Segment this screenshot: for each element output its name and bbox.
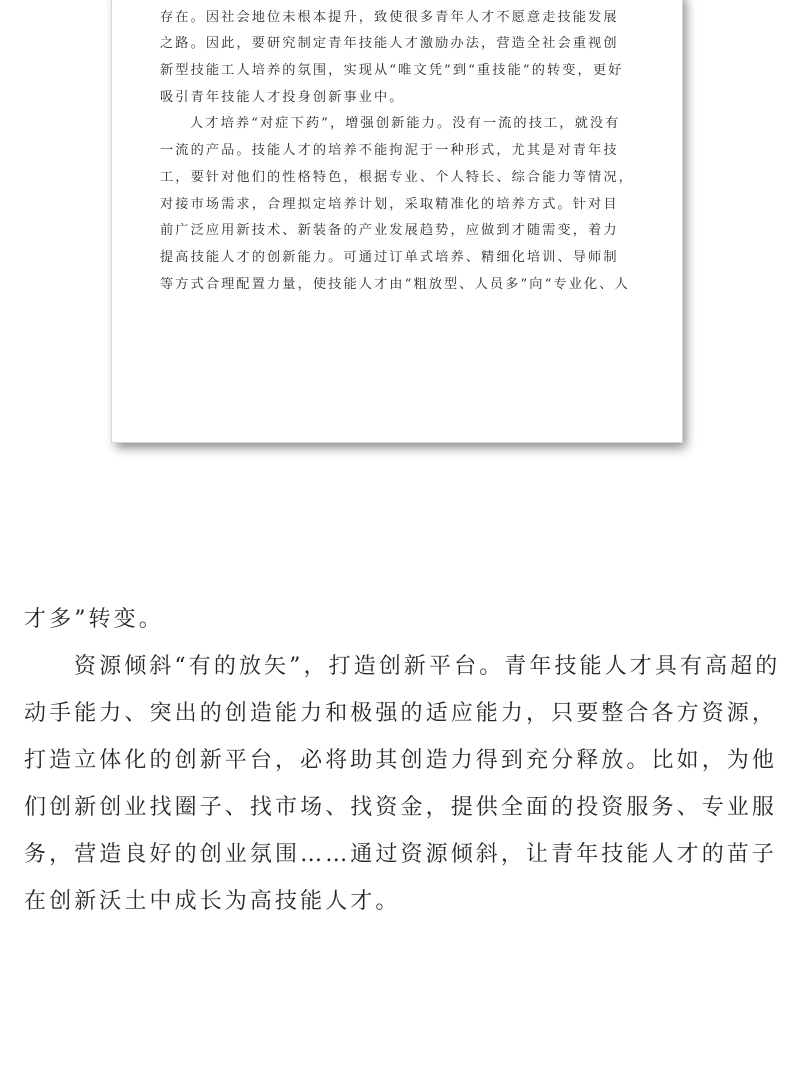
scanned-line: 前广泛应用新技术、新装备的产业发展趋势，应做到才随需变，着力 xyxy=(160,223,619,239)
scanned-page-text xyxy=(160,0,644,298)
body-line: 资源倾斜“有的放矢”，打造创新平台。青年技能人才具有高超的 xyxy=(74,654,781,679)
scanned-line: 工，要针对他们的性格特色，根据专业、个人特长、综合能力等情况， xyxy=(160,169,634,185)
body-line: 动手能力、突出的创造能力和极强的适应能力，只要整合各方资源， xyxy=(24,701,778,726)
scanned-page-image xyxy=(112,0,682,442)
body-line: 才多”转变。 xyxy=(24,607,164,632)
scanned-line xyxy=(160,0,644,5)
scanned-line: 吸引青年技能人才投身创新事业中。 xyxy=(160,89,405,105)
scanned-line: 之路。因此，要研究制定青年技能人才激励办法，营造全社会重视创 xyxy=(160,36,619,52)
body-line: 在创新沃土中成长为高技能人才。 xyxy=(24,889,401,914)
scanned-line: 新型技能工人培养的氛围，实现从“唯文凭”到“重技能”的转变，更好 xyxy=(160,63,624,79)
scanned-line: 等方式合理配置力量，使技能人才由“粗放型、人员多”向“专业化、人 xyxy=(160,276,630,292)
scanned-line: 对接市场需求，合理拟定培养计划，采取精准化的培养方式。针对目 xyxy=(160,196,619,212)
scanned-line: 存在。因社会地位未根本提升，致使很多青年人才不愿意走技能发展 xyxy=(160,9,619,25)
scanned-line: 提高技能人才的创新能力。可通过订单式培养、精细化培训、导师制 xyxy=(160,249,619,265)
scanned-line: 人才培养“对症下药”，增强创新能力。没有一流的技工，就没有 xyxy=(190,116,621,132)
body-line: 务，营造良好的创业氛围……通过资源倾斜，让青年技能人才的苗子 xyxy=(24,842,778,867)
body-line: 打造立体化的创新平台，必将助其创造力得到充分释放。比如，为他 xyxy=(24,748,778,773)
body-line: 们创新创业找圈子、找市场、找资金，提供全面的投资服务、专业服 xyxy=(24,795,778,820)
scanned-line: 一流的产品。技能人才的培养不能拘泥于一种形式，尤其是对青年技 xyxy=(160,143,619,159)
body-paragraphs xyxy=(24,596,784,925)
